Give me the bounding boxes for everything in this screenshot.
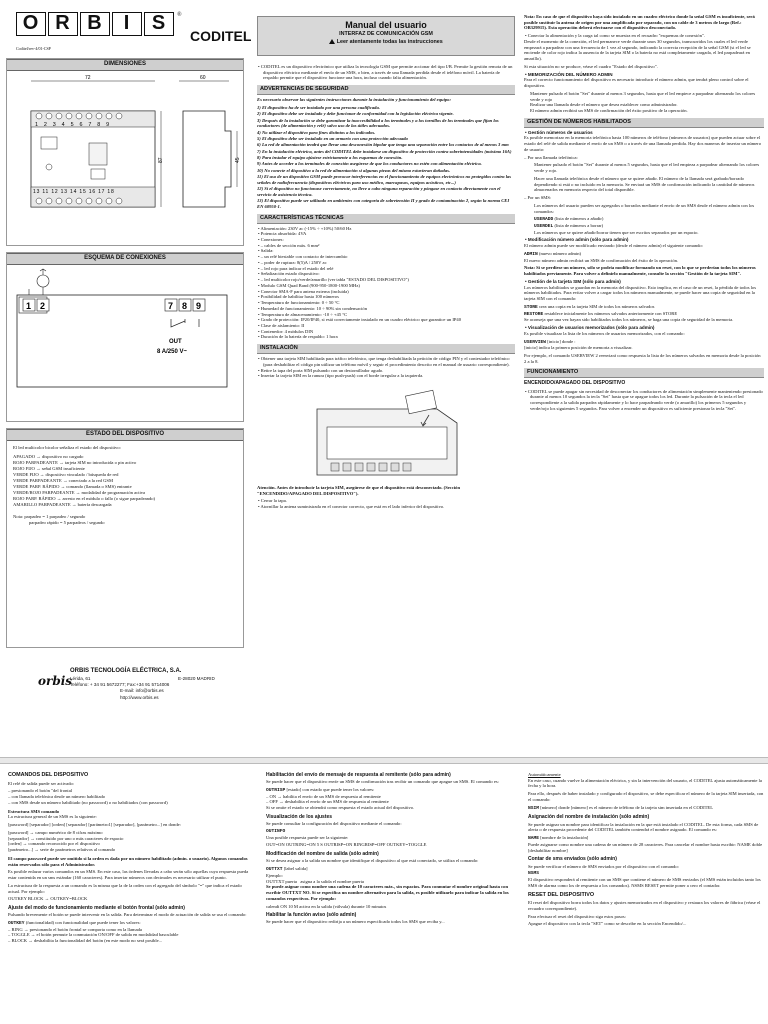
led-status-item: ROJO FIJO → señal GSM insuficiente	[13, 466, 85, 472]
userdel-command: USERDEL	[534, 224, 554, 230]
width-side-label: 60	[200, 74, 206, 81]
outrisp-value: – OFF → deshabilita el envío de un SMS de respuesta al remitente	[266, 799, 389, 805]
auto-mode-text: En este caso, cuando vuelve la alimentación eléctrica, y sin la intervención del usuario, el CODITEL ajusta automáticamente la fecha y la hora.	[528, 777, 762, 789]
safety-item: 10) No conecte el dispositivo a la red de alimentación si algunas piezas del mismo estuvieran dañadas.	[257, 167, 451, 173]
example-desc: asigna a la salida el nombre puerta	[300, 878, 364, 884]
button-mode-title: Ajuste del modo de funcionamiento mediante el botón frontal (sólo admin)	[8, 904, 185, 911]
sms-counter-title: Contar de sms enviados (sólo admin)	[528, 856, 617, 863]
reply-enable-title: Habilitación del envío de mensaje de respuesta al remitente (sólo para admin)	[266, 772, 451, 778]
tech-list	[257, 226, 515, 341]
logo-letter: B	[80, 12, 110, 36]
outtxt-command: OUTTXT	[266, 867, 283, 873]
example-command: OUTTXT puerta	[266, 878, 297, 884]
led-status-item: APAGADO → dispositivo no cargado	[13, 454, 84, 460]
p2-column-middle	[266, 772, 514, 927]
led-status-item: VERDE PARP. RÁPIDO → comando (llamada o SMS) entrante	[13, 484, 132, 490]
blink-note	[13, 514, 237, 525]
admin-command: ADMIN	[524, 251, 538, 257]
install-title: INSTALACIÓN	[257, 344, 515, 354]
logo-letter: R	[48, 12, 78, 36]
antenna-symbol	[37, 275, 49, 287]
install-item: • Obtener una tarjeta SIM habilitada para tráfico telefónico, que tenga deshabilitada la petición de código PIN y el contestador telefónico (para deshabilitar el código pin utilizar un teléfono móvil y seguir el procedimiento descrito en el manual de usuario correspondiente).	[263, 356, 515, 367]
outinfo-text: Una posible respuesta puede ser la siguiente:	[266, 834, 349, 840]
admin-memo-step: El número admin recibirá un SMS de confirmación del éxito positivo de la operación.	[530, 108, 688, 114]
company-email[interactable]: E-mail: info@orbis.es	[120, 688, 164, 694]
install-item: • Cerrar la tapa.	[263, 498, 515, 504]
outinfo-command: OUTINFO	[266, 828, 286, 834]
sim-insertion-illustration	[257, 379, 515, 483]
logo-letter: O	[16, 12, 46, 36]
commands-item: – con SMS desde un número habilitado (no password) o no habilitados (con password)	[8, 799, 168, 805]
intro-text: • CODITEL es un dispositivo electrónico que utiliza la tecnología GSM que permite accionar del tipo I/B. Permite la gestión remota de un dispositivo eléctrico mediante el envío de un SMS, o bien, a través de una llamada perdida desde el teléfono móvil. La batería de respaldo permite que el dispositivo funcione una hora, incluso cuando falta alimentación.	[263, 64, 515, 81]
tech-item: • Duración de la batería de respaldo: 1 hora	[263, 334, 515, 340]
restore-command: RESTORE	[524, 311, 544, 317]
document-ref: Coditel/rev-4/01-CSP	[16, 46, 51, 51]
admin-mod-title: • Modificación número admin (sólo para admin)	[530, 237, 764, 243]
response-structure-text: La estructura de la respuesta a un comando es la misma que la de la orden con el agregado del símbolo "=" que indica el estado actual. Por ejemplo:	[8, 882, 242, 894]
tech-item: • Modulo GSM Quad Band (900-950-1800-1900 MHz)	[263, 283, 515, 289]
commands-list	[8, 788, 252, 805]
safety-item: 2) El dispositivo debe ser instalado y debe funcionar de conformidad con la legislación eléctrica vigente.	[257, 111, 454, 117]
connect-item: • Conectar la alimentación y la carga tal como se muestra en el recuadro "esquemas de conexión".	[530, 33, 764, 39]
safety-item: 7) En la instalación eléctrica, antes del CODITEL debe instalarse un dispositivo de protección contra sobreintensidades (máximo 16A)	[257, 148, 512, 154]
install-item: • Atornillar la antena suministrada en el conector correcto, que está en el lado inferior del dispositivo.	[263, 504, 515, 510]
store-command: STORE	[524, 304, 538, 310]
onoff-list	[524, 389, 764, 412]
device-status-panel	[6, 428, 244, 648]
safety-item: 12) Si el dispositivo no funcionase correctamente, no lleve a cabo ninguna reparación y póngase en contacto directamente con el servicio de asistencia técnica.	[257, 186, 501, 197]
output-name-title: Modificación del nombre de salida (sólo admin)	[266, 851, 379, 858]
enabled-text: Es posible memorizar en la memoria telefónica hasta 100 números de teléfono (números de usuarios) que pueden actuar sobre el estado del relé de salida mediante el envío de un SMS o a través de una llamada perdida. Hay dos maneras de insertar un número de usuario:	[524, 135, 762, 152]
column-middle	[257, 64, 515, 510]
useradd-desc: (lista de números a añadir)	[554, 216, 604, 222]
tech-item: • Contenedor: 4 módulos DIN	[263, 329, 515, 335]
tech-item: • – led multicolor rojo/verde/amarillo (ver tabla "ESTADO DEL DISPOSITIVO")	[263, 277, 515, 283]
dimensions-drawing	[7, 71, 243, 243]
led-status-item: VERDE PARPADEANTE → conectado a la red GSM	[13, 478, 114, 484]
password-note: El campo password puede ser omitido si la orden es dada por un número habilitado (admin. o usuario). Algunos comandos están reservados sólo para el Administrador.	[8, 855, 248, 867]
outrisp-desc: [estado] con estado que puede tener los valores:	[286, 786, 375, 792]
terminal-1-label: 1	[26, 300, 32, 311]
tech-item: • Clase de aislamiento: II	[263, 323, 515, 329]
logo-letter: I	[112, 12, 142, 36]
install-name-note: Puede asignarse como nombre una cadena de un número de 28 caracteres. Para cancelar el nombre hasta escribir: NAME doble [deshabilitar nombre]	[528, 841, 763, 853]
reset-title: RESET DEL DISPOSITIVO	[528, 891, 595, 898]
function-title: FUNCIONAMIENTO	[524, 368, 764, 378]
led-status-item: VERDE/ROJO PARPADEANTE → modalidad de programación activa	[13, 490, 146, 496]
p2-column-left	[8, 772, 252, 944]
outinfo-response: OUT=ON OUTRING=ON 5 S OUTRISP=ON RINGRISP=OFF OUTKEY=TOGGLE	[266, 842, 427, 848]
output-name-note: Se puede asignar como nombre una cadena de 10 caracteres máx., sin espacios. Para conmutar el nombre original hasta con escribir OUTTXT NO. Si se especifica un nombre alternativo para la salida, es posible utilizarlo para indicar la salida en los comandos respectivos. Por ejemplo:	[266, 884, 509, 901]
blink-note-1: Nota: parpadeo = 1 parpadeo / segundo	[13, 514, 86, 520]
safety-item: 11) El uso de un dispositivo GSM puede provocar interferencias en el funcionamiento de equipos electrónicos no protegidos contra las señales de radiofrecuencia (dispositivos eléctricos para uso médico, marcapasos, equipos acústicos, etc...)	[257, 173, 512, 185]
led-status-item: ROJO PARPADEANTE → tarjeta SIM no introducida o pin activo	[13, 460, 137, 466]
safety-intro: Es necesario observar las siguientes instrucciones durante la instalación y funcionamiento del equipo:	[257, 97, 451, 103]
admin-mod-confirm: El nuevo número admin recibirá un SMS de confirmación del éxito de la operación.	[524, 257, 679, 263]
manual-title-box	[257, 16, 515, 56]
terminal-2-label: 2	[40, 300, 46, 311]
dimensions-title: DIMENSIONES	[7, 59, 243, 71]
reset-step: Apague el dispositivo con la tecla "SET" como se describe en la sección Encendido/...	[528, 921, 687, 927]
view-title: • Visualización de usuarios memorizados (sólo para admin)	[530, 325, 764, 331]
intro-list	[257, 64, 515, 81]
device-status-title: ESTADO DEL DISPOSITIVO	[7, 429, 243, 441]
tech-item: • Temperatura de funcionamiento: 0 ÷ 50 °C	[263, 300, 515, 306]
admin-memo-text: Para el correcto funcionamiento del dispositivo es necesario introducir el número admin, que tendrá pleno control sobre el dispositivo.	[524, 77, 749, 89]
company-website[interactable]: http://www.orbis.es	[120, 694, 159, 700]
admin-memo-step: Mantener pulsado el botón "Set" durante al menos 3 segundos, hasta que el led empiece a parpadear alternando los colores verde y rojo	[530, 90, 756, 102]
safety-item: 4) No utilizar el dispositivo para fines distintos a los indicados.	[257, 129, 376, 135]
logo-letter: S	[144, 12, 174, 36]
sms-structure-format: [password] [separador] [orden] [separador] [parámetro1] [separador], [parámetro...] en donde:	[8, 822, 181, 828]
user-numbers-title: • Gestión números de usuarios	[530, 130, 764, 136]
install-item: • Insertar la tarjeta SIM en la ranura (tipo push-push) con el borde irregular a la izquierda.	[263, 373, 515, 379]
outkey-desc: (funcionalidad) con funcionalidad que puede tener los valores:	[25, 919, 141, 925]
admin-command-desc: (nuevo número admin)	[538, 250, 582, 256]
led-status-item: VERDE FIJO → dispositivo vinculado / búsqueda de red	[13, 472, 119, 478]
product-name: CODITEL	[190, 28, 252, 44]
tech-item: • Conector SMA-F para antena externa (incluida)	[263, 289, 515, 295]
height-front-label: 87	[158, 156, 164, 163]
admin-memo-step: Realizar una llamada desde el número que desea establecer como administrador.	[530, 102, 678, 108]
by-call-label: – Por una llamada telefónica:	[524, 154, 578, 160]
wiring-title: ESQUEMA DE CONEXIONES	[7, 253, 243, 265]
tech-title: CARACTERÍSTICAS TÉCNICAS	[257, 214, 515, 224]
width-front-label: 72	[85, 74, 91, 81]
auto-mode-title: Automáticamente	[528, 772, 561, 777]
onoff-title: ENCENDIDO/APAGADO DEL DISPOSITIVO	[524, 380, 626, 387]
company-name: ORBIS TECNOLOGÍA ELÉCTRICA, S.A.	[70, 668, 182, 674]
reply-omit-text: Si se omite el estado se obtendrá como respuesta el estado actual del dispositivo.	[266, 805, 415, 811]
safety-title: ADVERTENCIAS DE SEGURIDAD	[257, 85, 515, 95]
auto-mode-text-2: Para ello, después de haber instalado y configurado el dispositivo, se debe especificar el número de la tarjeta SIM insertada, con el comando:	[528, 791, 764, 802]
by-sms-text: Los números del usuario pueden ser agregados o borrados mediante el envío de un SMS desde el número admin con los comandos:	[534, 202, 755, 214]
user-note: Los números que se quiere añadir/borrar tienen que ser escritos separados por un espacio.	[534, 229, 699, 235]
settings-view-title: Visualización de los ajustes	[266, 813, 333, 820]
tech-item: • – un relé biestable con contacto de intercambio	[263, 254, 515, 260]
reset-text: El reset del dispositivo borra todos los datos y ajustes memorizados en el dispositivo y restaura los valores de fábrica (véase el recuadro correspondiente).	[528, 900, 761, 911]
outkey-value: – RING → presionando el botón frontal se comporta como en la llamada	[8, 926, 142, 932]
device-side-outline	[183, 111, 231, 207]
sms-structure-title: Estructura SMS comando	[8, 808, 60, 814]
tech-item: • Conexiones:	[263, 237, 515, 243]
name-command-desc: [nombre de la instalación]	[540, 835, 589, 841]
outtxt-desc: [label salida]	[283, 866, 308, 872]
outkey-values	[8, 927, 252, 944]
tech-item: • Alimentación: 230V ac (-15% ÷ +10%) 50/60 Hz	[263, 226, 515, 232]
company-street: Lérida, 61	[70, 676, 91, 681]
nsim-desc: [número] donde [número] es el número de teléfono de la tarjeta sim insertada en el CODITEL	[540, 804, 714, 810]
page-separator	[0, 757, 768, 764]
nsms-command: NSMS	[528, 871, 540, 877]
by-sms-block	[524, 203, 764, 236]
commands-item: – con llamada telefónica desde un número habilitado	[8, 794, 106, 800]
notice-function-text: Se puede hacer que el dispositivo redirija a un número especificado todos los SMS que reciba y...	[266, 919, 445, 925]
led-status-item: AMARILLO PARPADEANTE → batería descargada	[13, 502, 112, 508]
terminal-9-label: 9	[196, 300, 202, 311]
view-example: Por ejemplo, el comando USERVIEW 2 reenviará como respuesta la lista de los números salvados en memoria desde la posición 2 a la 8.	[524, 352, 761, 364]
nsim-command: NSIM	[528, 805, 540, 811]
install-warning: Atención. Antes de introducir la tarjeta SIM, asegúrese de que el dispositivo está desconectado. (Sección "ENCENDIDO/APAGADO DEL DISPOSITIVO").	[257, 484, 461, 496]
install-name-text: Se puede asignar un nombre para identificar la instalación en la que está instalado el CODITEL. De esta forma, cada SMS de alerta o de respuesta procedente del CODITEL también contendrá el nombre asignado. El comando es:	[528, 821, 759, 833]
tech-item: • Señalización estado dispositivo:	[263, 271, 515, 277]
install-list	[257, 356, 515, 379]
name-command: NAME	[528, 836, 540, 842]
wiring-diagram	[7, 265, 243, 421]
button-mode-text: Pulsando brevemente el botón se puede intervenir en la salida. Para determinar el modo de actuación de salida se usa el comando:	[8, 912, 247, 918]
company-city: E-28020 MADRID	[178, 676, 215, 681]
sim-title: • Gestión de la tarjeta SIM (sólo para admin)	[530, 279, 764, 285]
sim-advice: Se aconseja que una vez hayan sido habilitados todos los números, se haga una copia de seguridad de la memoria.	[524, 317, 734, 323]
tech-item: • Humedad de funcionamiento: 10 ÷ 90% sin condensación	[263, 306, 515, 312]
antenna-note: Nota: En caso de que el dispositivo haya sido instalado en un cuadro eléctrico donde la señal GSM es insuficiente, será posible sustituir la antena de origen por una amplificada por separado, con un cable de 3 metros de largo (Ref.: OB329915). Esta operación deberá efectuarse con el dispositivo desconectado.	[524, 14, 755, 31]
led-status-item: ROJO PARP. RÁPIDO → arresto en el módulo o fallo (o sigue parpadeando)	[13, 496, 156, 502]
admin-memo-title: • MEMORIZACIÓN DEL NÚMERO ADMIN	[530, 72, 764, 78]
view-start-text: [inicio] indica la primera posición de memoria a visualizar.	[524, 345, 633, 351]
manual-page-back	[0, 764, 768, 1024]
safety-item: 8) Para instalar el equipo ajústese estrictamente a los esquemas de conexión.	[257, 154, 403, 160]
dimensions-panel	[6, 58, 244, 246]
safety-item: 1) El dispositivo ha de ser instalado por una persona cualificada.	[257, 104, 380, 110]
tech-item: • Salida:	[263, 248, 515, 254]
install-item: • Retire la tapa del porta SIM pulsando con un destornillador agudo.	[263, 368, 515, 374]
safety-item: 9) Antes de acceder a los terminales de conexión asegúrese de que los conductores no estén con alimentación eléctrica.	[257, 161, 482, 167]
reset-text-2: Para efectuar el reset del dispositivo siga estos pasos:	[528, 913, 626, 919]
commands-intro: El relé de salida puede ser activado:	[8, 780, 75, 786]
p2-column-right	[528, 772, 764, 929]
sms-structure-text: La estructura general de un SMS es la siguiente:	[8, 814, 97, 820]
outrisp-values	[266, 794, 514, 805]
column-left	[6, 58, 244, 648]
device-status-intro: El led multicolor bicolor señaliza el estado del dispositivo:	[13, 444, 121, 450]
company-footer	[8, 668, 244, 718]
safety-item: 3) Después de la instalación se debe garantizar la inaccesibilidad a los terminales y a los tornillos de los terminales que fijan los conductores (de alimentación y relé) salvo uso de las útiles adecuados.	[257, 117, 499, 129]
example-label: Ejemplo:	[266, 872, 283, 878]
safety-item: 5) El dispositivo debe ser instalado en un armario con una protección adecuada	[257, 135, 408, 141]
admin-mod-note: Nota: Si se perdiese un número, sólo se podría modificar formando un reset, con lo que se perderían todos los números habilitados previamente. Para volver a definirlo manualmente, consulte la sección "Gestión de la tarjeta SIM".	[524, 265, 756, 277]
outkey-value: – BLOCK → deshabilita la funcionalidad del botón (en este modo no será posible...	[8, 938, 163, 944]
safety-list	[257, 105, 515, 210]
settings-view-text: Se puede consultar la configuración del dispositivo mediante el comando:	[266, 821, 402, 827]
by-call-step: Hacer una llamada telefónica desde el número que se quiere añadir. El número de la llamada será grabado/borrado dependiendo si está o no incluido en la memoria. Se enviará un SMS de confirmación indicando la cantidad de números almacenados en memoria respecto del total disponible.	[534, 175, 755, 193]
connect-status-text: Si esta situación no se produce, véase el cuadro "Estado del dispositivo".	[524, 63, 658, 69]
company-address	[70, 676, 169, 701]
userview-command: USERVIEW	[524, 339, 547, 345]
device-status-body	[7, 441, 243, 530]
userview-desc: [inicio] donde :	[547, 338, 576, 344]
view-text: Es posible visualizar la lista de los números de usuarios memorizados, con el comando:	[524, 330, 685, 336]
enabled-numbers-title: GESTIÓN DE NÚMEROS HABILITADOS	[524, 118, 764, 128]
useradd-command: USERADD	[534, 217, 554, 223]
manual-subtitle: INTERFAZ DE COMUNICACIÓN GSM	[339, 31, 433, 38]
commands-item: – presionando el botón "del frontal	[8, 788, 73, 794]
outkey-command: OUTKEY	[8, 920, 25, 926]
terminal-8-label: 8	[182, 300, 188, 311]
by-sms-label: – Por un SMS:	[524, 195, 552, 201]
company-phone: Teléfono: + 34 91 5672277; Fax:+34 91 5714006	[70, 682, 170, 688]
orbis-logo	[16, 12, 182, 36]
sim-text: Los números habilitados se guardan en la memoria del dispositivo. Esto implica, en el caso de un reset, la pérdida de todos los números habilitados. Para evitar volver a cargar todos los números manualmente, se puede hacer una copia de seguridad en la tarjeta SIM con el comando:	[524, 284, 757, 302]
by-call-step: Mantener pulsado el botón "Set" durante al menos 5 segundos, hasta que el led empieza a parpadear alternando los colores verde y rojo.	[534, 162, 760, 174]
tech-item: • – cables de sección máx. 6 mm²	[263, 243, 515, 249]
top-terminal-labels: 1 2 3 4 5 6 7 8 9	[35, 121, 112, 128]
by-call-steps	[524, 162, 764, 193]
sms-definition: [orden] → comando reconocido por el dispositivo	[8, 841, 100, 847]
tech-item: • Posibilidad de habilitar hasta 100 números	[263, 294, 515, 300]
tech-item: • Temperatura de almacenamiento: -10 ÷ +45 °C	[263, 312, 515, 318]
out-label: OUT	[169, 338, 182, 345]
outrisp-command: OUTRISP	[266, 787, 286, 793]
tech-item: • Potencia absorbida: 4VA	[263, 231, 515, 237]
sms-definition: [separador] → constituido por uno o más caracteres de espacio	[8, 835, 124, 841]
onoff-text: • CODITEL se puede apagar sin necesidad de desconectar los conductores de alimentación simplemente manteniendo presionado durante al menos 10 segundos la tecla "Set" hasta que se apague todos los led. Durante la pulsación de la tecla el led correspondiente a la salida parpadea rápidamente y lo hace parpadeando verde (o amarillo) los primeros 5 segundos y verde/rojo los siguientes 5 segundos. Para volver a encender un dispositivo es suficiente presionar la tecla "Set".	[530, 389, 764, 412]
reply-enable-text: Se puede hacer que el dispositivo envíe un SMS de confirmación tras recibir un comando que apague un SMS. El comando es:	[266, 779, 499, 785]
warning-icon	[329, 39, 335, 44]
led-status-list	[13, 454, 237, 508]
sms-counter-text: Se puede verificar el número de SMS enviados por el dispositivo con el comando:	[528, 863, 679, 869]
bottom-terminal-labels: 13 11 12 13 14 15 16 17 18	[33, 188, 115, 195]
admin-mod-text: El número admin puede ser modificado enviando (desde el número admin) el siguiente comando:	[524, 243, 703, 249]
output-name-example: calendi ON 10 M activa en la salida (válvula) durante 10 minutos	[266, 903, 387, 909]
column-right	[524, 14, 764, 412]
outrisp-value: – ON → habilita el envío de un SMS de respuesta al remitente	[266, 793, 381, 799]
blink-note-2: parpadeo rápido = 5 parpadeos / segundo	[29, 519, 105, 525]
manual-read-warning	[258, 39, 514, 46]
terminal-7-label: 7	[168, 300, 174, 311]
chain-commands-text: Es posible enlazar varios comandos en un SMS. En este caso, las órdenes llevadas a cabo serán sólo aquellas cuya respuesta pueda estar contenida en un sms estándar (160 caracteres). Para insertar números con decimales es necesario utilizar el punto.	[8, 869, 249, 881]
wiring-panel	[6, 252, 244, 422]
sms-definition: [password] → campo numérico de 8 cifras máximo	[8, 829, 103, 835]
registered-mark: ®	[177, 12, 182, 18]
install-name-title: Asignación del nombre de instalación (sólo admin)	[528, 814, 650, 821]
install-list-2	[257, 498, 515, 509]
outkey-value: – TOGGLE → el botón permute la conmutación ON/OFF de salida en modalidad basculable	[8, 932, 179, 938]
store-desc: crea una copia en la tarjeta SIM de todos los números salvados	[538, 303, 655, 309]
sms-definitions	[8, 830, 252, 853]
admin-memo-steps	[524, 91, 764, 114]
userdel-desc: (lista de números a borrar)	[554, 223, 604, 229]
connect-led-text: Desde el momento de la conexión, el led permanece verde durante unos 30 segundos, transcurridos los cuales el led verde empezará a parpadear con una frecuencia de 1 vez al segundo, indicando la correcta recepción de la señal GSM (si el led se enciende de color rojo indica la ausencia de la tarjeta SIM o la batería no está completamente cargada, el led parpadeará en amarillo).	[524, 38, 751, 62]
tech-item: • – poder de ruptura: 8(5)A / 250V ac	[263, 260, 515, 266]
orbis-script-logo: orbis	[38, 674, 73, 688]
safety-item: 13) El dispositivo puede ser utilizado en ambientes con categoría de sobretensión II y grado de contaminación 2, según la norma CEI EN 60950-1.	[257, 198, 510, 209]
restore-desc: restablece inicialmente los números salvados anteriormente con STORE	[544, 310, 678, 316]
response-example: OUTKEY BLOCK → OUTKEY=BLOCK	[8, 896, 88, 902]
manual-title: Manual del usuario	[345, 20, 427, 30]
height-side-label: 45	[235, 156, 241, 163]
tech-item: • Grado de protección: IP20/IP40, si está correctamente instalado en un cuadro eléctrico que garantice un IP40	[263, 317, 515, 323]
safety-item: 6) La red de alimentación tendrá que llevar una desconexión bipolar que tenga una separación entre los contactos de al menos 3 mm	[257, 142, 509, 148]
sms-definition: [parámetro...] → serie de parámetros relativos al comando	[8, 847, 116, 853]
manual-read-text: Leer atentamente todas las instrucciones	[336, 39, 443, 45]
out-rating: 8 A/250 V~	[157, 348, 187, 355]
commands-title: COMANDOS DEL DISPOSITIVO	[8, 772, 89, 778]
notice-function-title: Habilitar la función aviso (sólo admin)	[266, 912, 357, 919]
tech-item: • – led rojo para indicar el estado del relé	[263, 266, 515, 272]
output-name-text: Si se desea asignar a la salida un nombre que identifique el dispositivo al que está conectado, se utiliza el comando:	[266, 858, 479, 864]
nsms-text: El dispositivo responderá al remitente con un SMS que contiene el número de SMS enviados (el SMS están incluidos tanto los SMS de alarma como los de respuesta a los comandos). NSMS RESET permite poner a cero el contador.	[528, 877, 761, 888]
